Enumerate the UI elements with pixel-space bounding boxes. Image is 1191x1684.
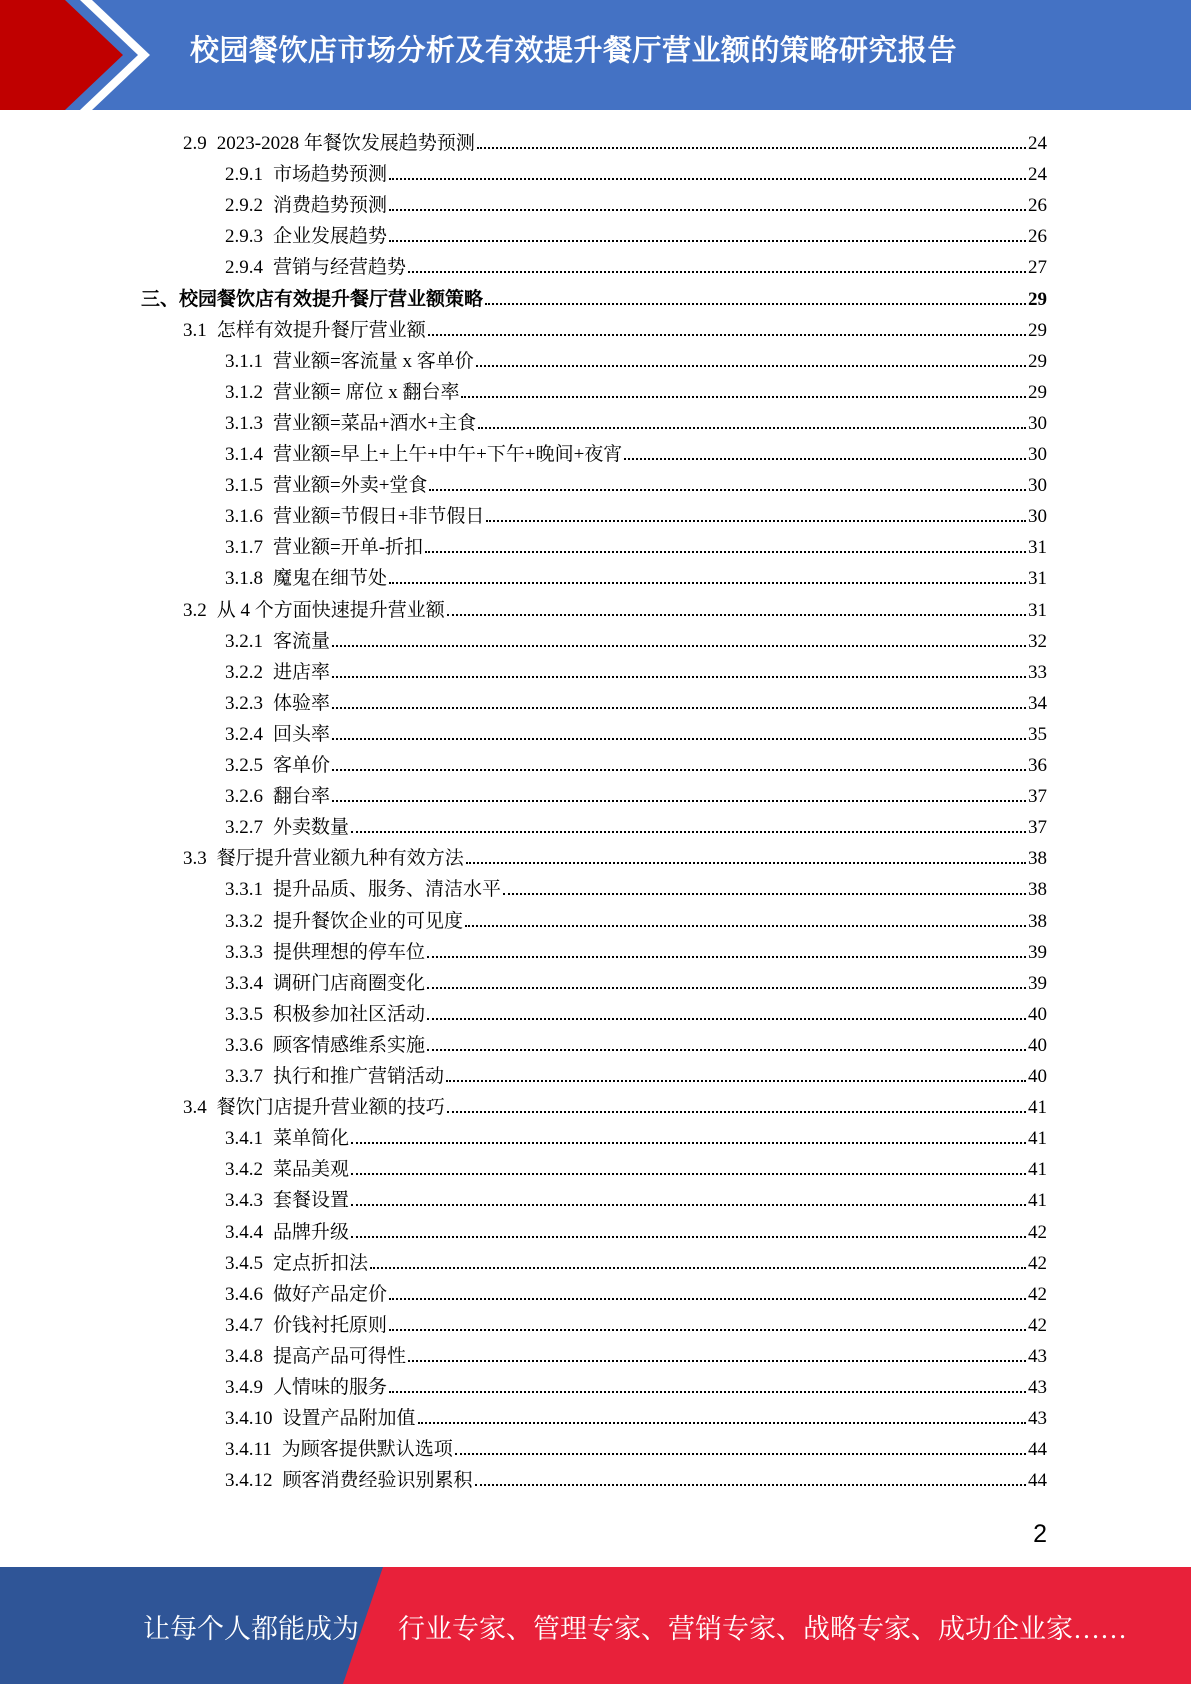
toc-entry-page: 30 [1028, 506, 1047, 528]
toc-dot-leader [332, 751, 1026, 771]
toc-entry-page: 31 [1028, 599, 1047, 621]
toc-entry-number: 3.3.1 [225, 879, 263, 901]
toc-entry[interactable] [225, 470, 1047, 501]
toc-entry-title: 营业额=节假日+非节假日 [273, 506, 485, 528]
toc-entry[interactable] [225, 1154, 1047, 1185]
toc-dot-leader [485, 285, 1026, 305]
toc-entry-number: 3.3.6 [225, 1034, 263, 1056]
toc-entry[interactable] [183, 128, 1047, 159]
report-title: 校园餐饮店市场分析及有效提升餐厅营业额的策略研究报告 [190, 33, 958, 67]
toc-entry-page: 27 [1028, 257, 1047, 279]
toc-dot-leader [332, 627, 1026, 647]
toc-entry[interactable] [225, 719, 1047, 750]
toc-entry[interactable] [225, 1185, 1047, 1216]
toc-entry-page: 24 [1028, 133, 1047, 154]
toc-entry-title: 怎样有效提升餐厅营业额 [216, 319, 426, 341]
toc-entry-number: 3.4.5 [225, 1252, 263, 1274]
toc-entry[interactable] [225, 999, 1047, 1030]
toc-dot-leader [351, 1218, 1026, 1238]
toc-entry[interactable] [225, 1465, 1047, 1496]
toc-entry-title: 提升品质、服务、清洁水平 [273, 879, 502, 901]
toc-dot-leader [351, 1155, 1026, 1175]
toc-dot-leader [429, 471, 1026, 491]
toc-entry-number: 3.4.7 [225, 1314, 263, 1336]
toc-entry[interactable] [225, 812, 1047, 843]
toc-entry-number: 3.4.6 [225, 1283, 263, 1305]
toc-entry-title: 积极参加社区活动 [273, 1003, 426, 1025]
toc-dot-leader [389, 1311, 1026, 1331]
toc-entry-title: 餐厅提升营业额九种有效方法 [216, 848, 464, 870]
toc-entry[interactable] [225, 1030, 1047, 1061]
toc-dot-leader [332, 782, 1026, 802]
toc-entry[interactable] [225, 1341, 1047, 1372]
toc-entry-page: 39 [1028, 941, 1047, 963]
toc-entry-number: 3.3.4 [225, 972, 263, 994]
toc-entry-number: 3.4.2 [225, 1159, 263, 1181]
toc-entry[interactable] [225, 408, 1047, 439]
toc-entry[interactable] [225, 1279, 1047, 1310]
toc-dot-leader [475, 1466, 1026, 1486]
toc-entry-page: 37 [1028, 786, 1047, 808]
toc-entry-page: 29 [1028, 350, 1047, 372]
toc-entry-page: 44 [1028, 1470, 1047, 1492]
toc-entry-number: 3.1.5 [225, 475, 263, 497]
toc-entry[interactable] [225, 563, 1047, 594]
toc-dot-leader [332, 720, 1026, 740]
toc-dot-leader [466, 844, 1026, 864]
toc-dot-leader [447, 596, 1026, 616]
toc-dot-leader [477, 129, 1026, 149]
toc-entry-title: 企业发展趋势 [273, 226, 388, 248]
toc-dot-leader [427, 1000, 1026, 1020]
toc-entry-page: 33 [1028, 661, 1047, 683]
toc-entry-title: 外卖数量 [273, 817, 350, 839]
toc-dot-leader [476, 347, 1026, 367]
toc-entry-number: 3.4 [183, 1097, 207, 1119]
toc-entry-page: 34 [1028, 692, 1047, 714]
toc-entry[interactable] [225, 906, 1047, 937]
toc-entry-title: 调研门店商圈变化 [273, 972, 426, 994]
toc-entry-title: 营业额= 席位 x 翻台率 [273, 381, 460, 403]
toc-entry-number: 3.4.1 [225, 1128, 263, 1150]
toc-entry-number: 3.1.4 [225, 444, 263, 465]
toc-entry-title: 客单价 [273, 755, 331, 776]
toc-entry-title: 执行和推广营销活动 [273, 1066, 445, 1087]
toc-entry-number: 3.1.1 [225, 350, 263, 372]
toc-entry-number: 3.1.3 [225, 412, 263, 434]
toc-dot-leader [389, 564, 1026, 584]
toc-entry-title: 提升餐饮企业的可见度 [273, 910, 464, 932]
toc-entry-page: 37 [1028, 817, 1047, 839]
toc-entry-number: 2.9.2 [225, 195, 263, 217]
toc-entry-title: 定点折扣法 [273, 1252, 369, 1274]
toc-entry[interactable] [225, 221, 1047, 252]
toc-entry-page: 29 [1028, 381, 1047, 403]
toc-entry-number: 3.1.7 [225, 537, 263, 559]
toc-entry-title: 体验率 [273, 692, 331, 714]
toc-entry[interactable] [225, 1434, 1047, 1465]
toc-entry-title: 设置产品附加值 [282, 1408, 416, 1430]
toc-dot-leader [427, 1031, 1026, 1051]
toc-entry-page: 30 [1028, 444, 1047, 465]
toc-entry-number: 3.2.6 [225, 786, 263, 808]
toc-entry[interactable] [225, 657, 1047, 688]
toc-dot-leader [408, 253, 1026, 273]
toc-entry-number: 3.2.5 [225, 755, 263, 776]
toc-entry-number: 3.4.8 [225, 1345, 263, 1367]
toc-entry-title: 三、校园餐饮店有效提升餐厅营业额策略 [141, 288, 484, 310]
toc-dot-leader [478, 409, 1026, 429]
toc-dot-leader [428, 316, 1026, 336]
toc-entry-page: 35 [1028, 723, 1047, 745]
toc-entry[interactable] [225, 1217, 1047, 1248]
toc-entry[interactable] [225, 1372, 1047, 1403]
toc-dot-leader [332, 689, 1026, 709]
toc-entry-title: 价钱衬托原则 [273, 1314, 388, 1336]
toc-dot-leader [389, 160, 1026, 180]
toc-entry-title: 为顾客提供默认选项 [281, 1439, 453, 1461]
toc-entry[interactable] [225, 159, 1047, 190]
toc-entry-page: 40 [1028, 1003, 1047, 1025]
toc-entry[interactable] [225, 377, 1047, 408]
toc-entry-page: 42 [1028, 1252, 1047, 1274]
toc-entry-title: 魔鬼在细节处 [273, 568, 388, 590]
toc-entry[interactable] [183, 843, 1047, 874]
toc-entry[interactable] [225, 1123, 1047, 1154]
toc-entry-page: 41 [1028, 1128, 1047, 1150]
toc-entry-title: 提供理想的停车位 [273, 941, 426, 963]
toc-entry-number: 3.2.3 [225, 692, 263, 714]
toc-dot-leader [389, 191, 1026, 211]
toc-dot-leader [503, 875, 1026, 895]
toc-entry-page: 42 [1028, 1283, 1047, 1305]
toc-dot-leader [351, 1186, 1026, 1206]
page-number: 2 [1033, 1520, 1047, 1548]
toc-entry-number: 3.2.1 [225, 630, 263, 652]
toc-entry-number: 3.2 [183, 599, 207, 621]
toc-entry-number: 3.4.3 [225, 1190, 263, 1212]
toc-entry-page: 41 [1028, 1097, 1047, 1119]
toc-entry-page: 42 [1028, 1221, 1047, 1243]
toc-entry[interactable] [183, 1092, 1047, 1123]
toc-dot-leader [351, 1124, 1026, 1144]
toc-entry[interactable] [183, 315, 1047, 346]
toc-entry-title: 菜品美观 [273, 1159, 350, 1181]
toc-entry[interactable] [225, 750, 1047, 781]
toc-entry-number: 3.2.2 [225, 661, 263, 683]
toc-entry-number: 3.3.2 [225, 910, 263, 932]
toc-entry-page: 29 [1028, 319, 1047, 341]
toc-entry[interactable] [225, 1310, 1047, 1341]
toc-dot-leader [389, 222, 1026, 242]
toc-entry-number: 3.4.9 [225, 1377, 263, 1398]
toc-entry-title: 人情味的服务 [273, 1377, 388, 1398]
toc-entry[interactable] [225, 1061, 1047, 1092]
toc-entry[interactable] [225, 1248, 1047, 1279]
toc-dot-leader [465, 907, 1026, 927]
toc-entry-page: 30 [1028, 475, 1047, 497]
toc-entry[interactable] [225, 532, 1047, 563]
toc-entry[interactable] [225, 1403, 1047, 1434]
toc-entry-number: 3.1.6 [225, 506, 263, 528]
toc-dot-leader [486, 502, 1026, 522]
toc-entry-title: 顾客情感维系实施 [273, 1034, 426, 1056]
toc-entry-number: 2.9.1 [225, 164, 263, 186]
toc-entry-number: 3.4.12 [225, 1470, 273, 1492]
toc-entry-number: 3.2.4 [225, 723, 263, 745]
toc-entry-title: 客流量 [273, 630, 331, 652]
toc-dot-leader [447, 1093, 1026, 1113]
toc-entry-page: 39 [1028, 972, 1047, 994]
toc-dot-leader [418, 1404, 1026, 1424]
toc-entry-page: 31 [1028, 568, 1047, 590]
toc-entry-number: 3.2.7 [225, 817, 263, 839]
toc-entry-page: 40 [1028, 1066, 1047, 1087]
toc-entry-page: 24 [1028, 164, 1047, 186]
toc-dot-leader [624, 440, 1026, 460]
toc-entry-page: 30 [1028, 412, 1047, 434]
footer-roles: 行业专家、管理专家、营销专家、战略专家、成功企业家…… [398, 1614, 1127, 1644]
toc-entry-number: 3.3.3 [225, 941, 263, 963]
toc-entry-page: 43 [1028, 1377, 1047, 1398]
toc-entry-number: 3.1 [183, 319, 207, 341]
toc-entry-number: 3.3.7 [225, 1066, 263, 1087]
toc-entry-page: 26 [1028, 195, 1047, 217]
toc-entry[interactable] [225, 781, 1047, 812]
toc-entry-title: 餐饮门店提升营业额的技巧 [216, 1097, 445, 1119]
toc-entry-page: 29 [1028, 288, 1047, 310]
toc-entry-number: 3.1.8 [225, 568, 263, 590]
toc-entry-number: 2.9.4 [225, 257, 263, 279]
page-header [0, 0, 1191, 110]
toc-entry[interactable] [183, 595, 1047, 626]
footer-slogan: 让每个人都能成为 [143, 1614, 359, 1644]
toc-entry-title: 套餐设置 [273, 1190, 350, 1212]
toc-entry-number: 2.9 [183, 133, 207, 154]
toc-entry-title: 营业额=菜品+酒水+主食 [273, 412, 477, 434]
toc-entry[interactable] [225, 688, 1047, 719]
toc-entry-title: 进店率 [273, 661, 331, 683]
toc-entry[interactable] [225, 937, 1047, 968]
toc-entry-page: 32 [1028, 630, 1047, 652]
toc-entry-page: 31 [1028, 537, 1047, 559]
toc-entry-page: 43 [1028, 1408, 1047, 1430]
toc-dot-leader [446, 1062, 1026, 1082]
toc-entry-page: 41 [1028, 1190, 1047, 1212]
toc-entry-page: 43 [1028, 1345, 1047, 1367]
toc-dot-leader [351, 813, 1026, 833]
toc-dot-leader [389, 1373, 1026, 1393]
toc-entry-title: 营业额=外卖+堂食 [273, 475, 428, 497]
toc-entry-page: 36 [1028, 755, 1047, 776]
toc-entry-page: 26 [1028, 226, 1047, 248]
toc-entry-title: 顾客消费经验识别累积 [282, 1470, 473, 1492]
toc-entry-number: 3.4.10 [225, 1408, 273, 1430]
toc-dot-leader [332, 658, 1026, 678]
toc-entry-title: 提高产品可得性 [273, 1345, 407, 1367]
toc-entry-title: 营业额=客流量 x 客单价 [273, 350, 474, 372]
toc-entry-number: 3.3.5 [225, 1003, 263, 1025]
toc-dot-leader [427, 969, 1026, 989]
toc-entry[interactable] [225, 252, 1047, 283]
toc-dot-leader [427, 938, 1026, 958]
toc-entry-title: 翻台率 [273, 786, 331, 808]
toc-entry-page: 40 [1028, 1034, 1047, 1056]
toc-entry[interactable] [225, 874, 1047, 905]
toc-entry-title: 营销与经营趋势 [273, 257, 407, 279]
toc-entry-page: 44 [1028, 1439, 1047, 1461]
toc-entry[interactable] [225, 439, 1047, 470]
toc-entry-title: 消费趋势预测 [273, 195, 388, 217]
toc-entry-page: 41 [1028, 1159, 1047, 1181]
toc-dot-leader [370, 1249, 1026, 1269]
toc-entry-number: 3.4.11 [225, 1439, 272, 1461]
page-footer [0, 1567, 1191, 1684]
toc-entry-page: 38 [1028, 848, 1047, 870]
toc-dot-leader [455, 1435, 1026, 1455]
toc-entry-page: 42 [1028, 1314, 1047, 1336]
toc-entry[interactable] [141, 284, 1047, 315]
toc-entry-number: 3.3 [183, 848, 207, 870]
toc-entry[interactable] [225, 501, 1047, 532]
toc-entry[interactable] [225, 968, 1047, 999]
toc-entry-title: 营业额=开单-折扣 [273, 537, 424, 559]
toc-entry-number: 2.9.3 [225, 226, 263, 248]
toc-entry-title: 做好产品定价 [273, 1283, 388, 1305]
toc-entry-title: 市场趋势预测 [273, 164, 388, 186]
toc-entry-number: 3.1.2 [225, 381, 263, 403]
toc-dot-leader [408, 1342, 1026, 1362]
toc-entry-number: 3.4.4 [225, 1221, 263, 1243]
toc-entry[interactable] [225, 626, 1047, 657]
toc-entry-title: 营业额=早上+上午+中午+下午+晚间+夜宵 [273, 444, 623, 465]
toc-entry-title: 2023-2028 年餐饮发展趋势预测 [216, 133, 475, 154]
toc-entry[interactable] [225, 190, 1047, 221]
toc-entry-page: 38 [1028, 879, 1047, 901]
toc-dot-leader [389, 1280, 1026, 1300]
toc-entry-title: 从 4 个方面快速提升营业额 [216, 599, 445, 621]
toc-entry-page: 38 [1028, 910, 1047, 932]
toc-entry-title: 菜单简化 [273, 1128, 350, 1150]
toc-entry-title: 回头率 [273, 723, 331, 745]
toc-entry-title: 品牌升级 [273, 1221, 350, 1243]
toc-entry[interactable] [225, 346, 1047, 377]
toc-dot-leader [461, 378, 1026, 398]
toc-dot-leader [425, 533, 1026, 553]
